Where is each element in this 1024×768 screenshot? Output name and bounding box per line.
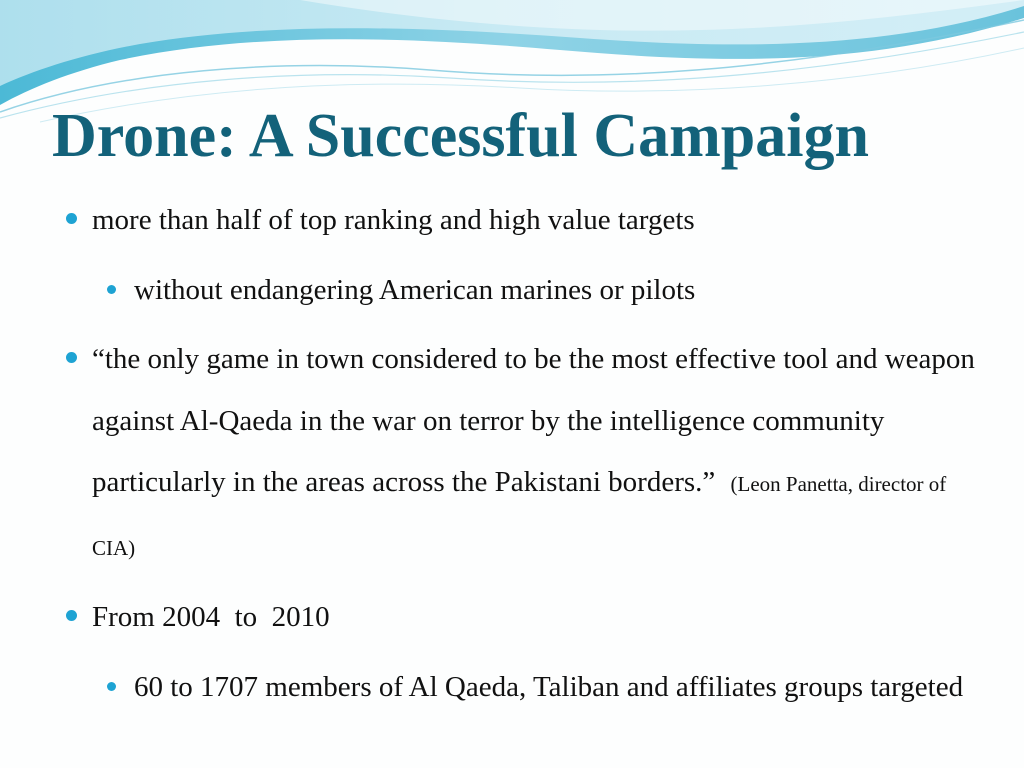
bullet-dot-icon <box>107 682 116 691</box>
bullet-item <box>62 190 982 252</box>
bullet-dot-icon <box>66 352 77 363</box>
bullet-text: From 2004 to 2010 <box>92 601 330 633</box>
bullet-dot-icon <box>66 610 77 621</box>
sub-bullet-item <box>62 657 982 719</box>
quote-citation: (Leon Panetta, director of CIA) <box>92 472 947 560</box>
bullet-text: “the only game in town considered to be the most effective tool and weapon against Al-Qaeda in the war on terror by the intelligence community particularly in the areas across the Pakistani borders.” <box>92 343 975 498</box>
bullet-dot-icon <box>107 285 116 294</box>
slide-title: Drone: A Successful Campaign <box>52 102 869 170</box>
bullet-text: more than half of top ranking and high value targets <box>92 204 695 236</box>
bullet-text: 60 to 1707 members of Al Qaeda, Taliban and affiliates groups targeted <box>134 670 964 703</box>
bullet-item <box>62 587 982 649</box>
bullet-list <box>62 190 982 726</box>
bullet-text: without endangering American marines or pilots <box>134 273 696 306</box>
bullet-dot-icon <box>66 213 77 224</box>
sub-bullet-item <box>62 260 982 322</box>
bullet-item <box>62 329 982 579</box>
